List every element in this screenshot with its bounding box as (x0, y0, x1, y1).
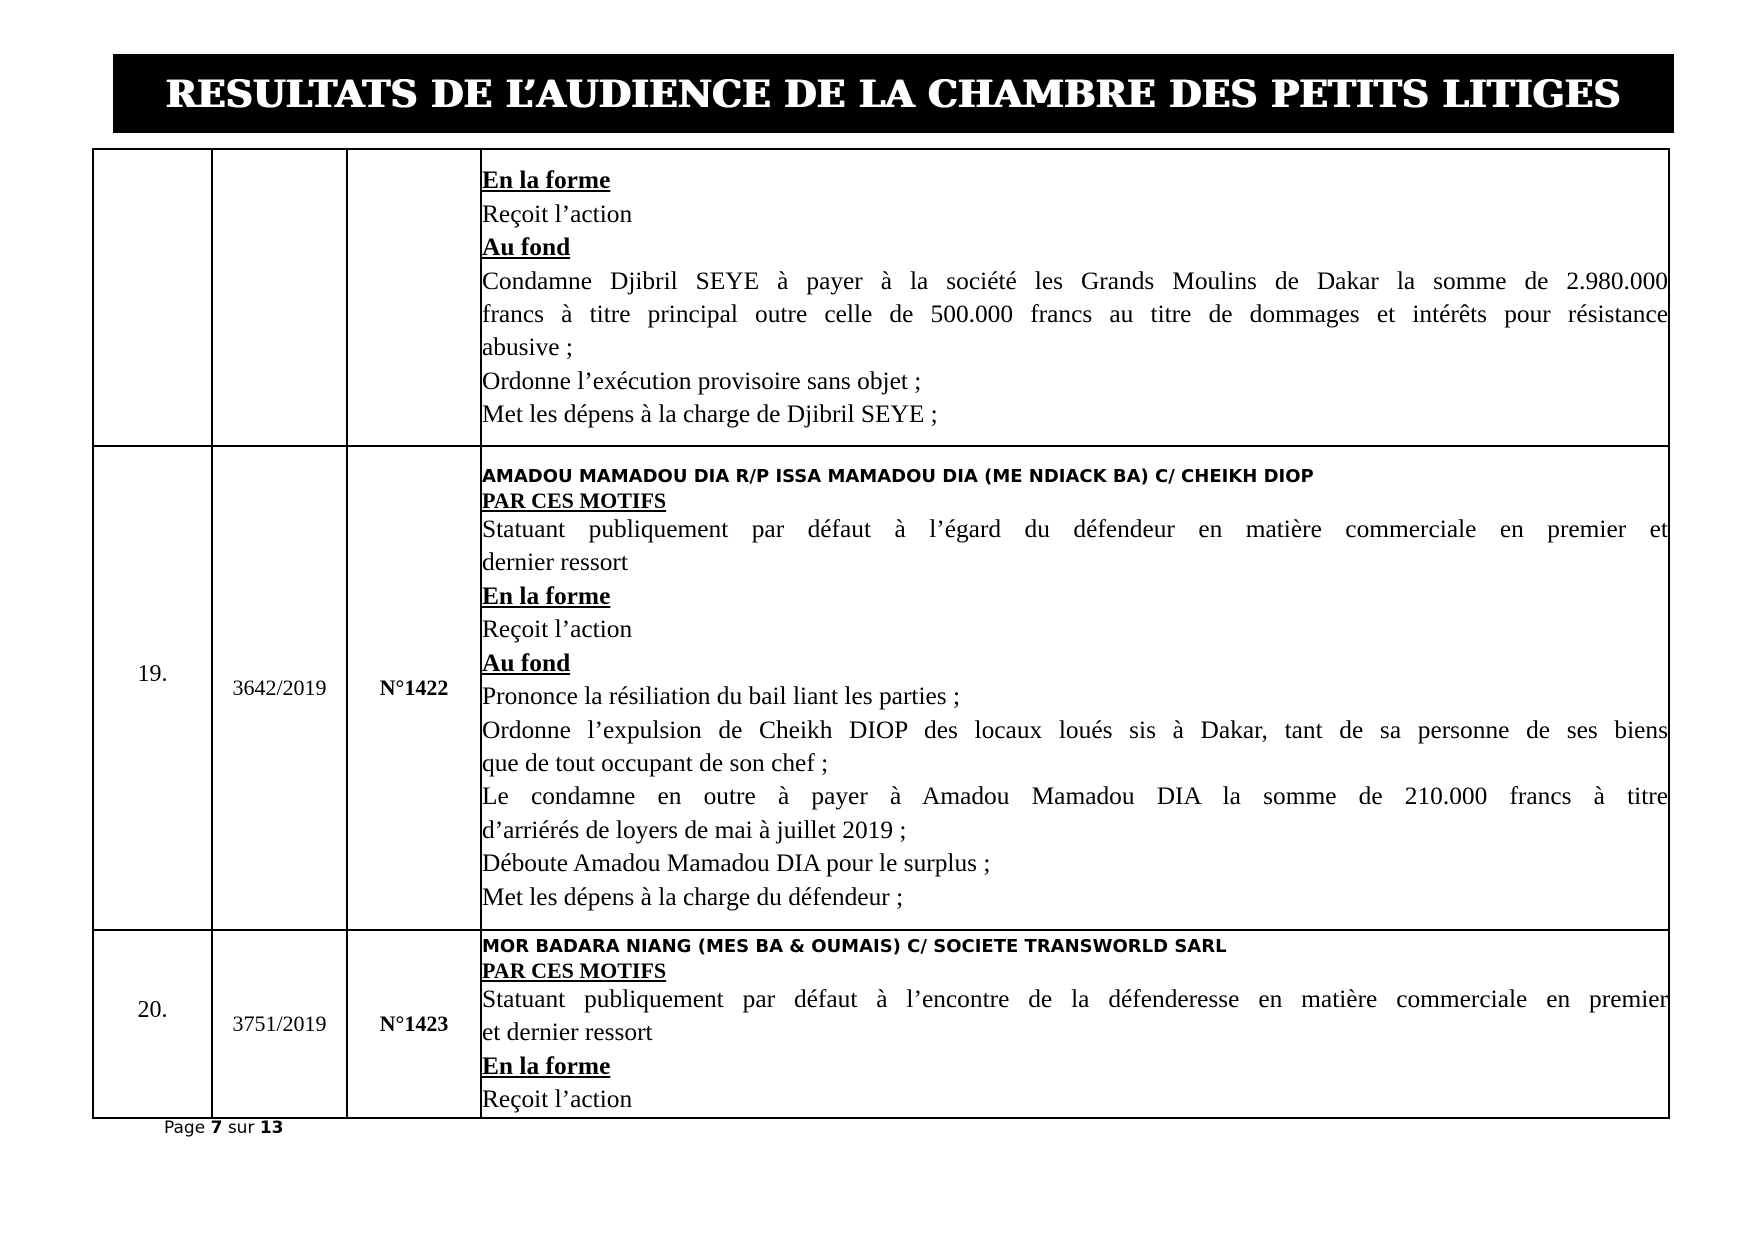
decision-line: Met les dépens à la charge de Djibril SEYE ; (482, 400, 938, 429)
decision-line: Reçoit l’action (482, 1084, 633, 1113)
page-total: 13 (259, 1118, 284, 1138)
judgment-number-cell (347, 930, 481, 1118)
section-heading: En la forme (482, 166, 611, 195)
case-number-cell (93, 446, 212, 930)
case-number-cell (93, 930, 212, 1118)
judgment-number: N°1422 (379, 675, 449, 700)
decision-line: et dernier ressort (482, 1018, 653, 1047)
section-heading: En la forme (482, 581, 611, 610)
decision-line: Déboute Amadou Mamadou DIA pour le surplus ; (482, 849, 991, 878)
decision-line: Met les dépens à la charge du défendeur ; (482, 882, 904, 911)
rg-number-cell (212, 930, 347, 1118)
section-heading: Au fond (482, 233, 571, 262)
decision-cell (481, 446, 1669, 930)
page-sep: sur (227, 1118, 255, 1138)
page-footer (164, 1118, 284, 1138)
decision-cell (481, 930, 1669, 1118)
decision-line: francs à titre principal outre celle de 500.000 francs au titre de dommages et intérêts pour résistance (482, 300, 1668, 328)
decision-line: Statuant publiquement par défaut à l’encontre de la défenderesse en matière commerciale en premier (482, 984, 1668, 1013)
judgment-number: N°1423 (379, 1011, 449, 1036)
decision-line: Prononce la résiliation du bail liant les parties ; (482, 682, 961, 711)
results-table (92, 148, 1670, 1119)
page-current: 7 (210, 1118, 223, 1138)
page-title: RESULTATS DE L’AUDIENCE DE LA CHAMBRE DES PETITS LITIGES (166, 71, 1621, 116)
judgment-number-cell (347, 446, 481, 930)
case-number-cell (93, 149, 212, 446)
table-row (93, 149, 1669, 446)
page-label: Page (164, 1118, 206, 1138)
judgment-number-cell (347, 149, 481, 446)
case-number: 19. (137, 660, 168, 687)
section-heading: Au fond (482, 648, 571, 677)
decision-line: que de tout occupant de son chef ; (482, 748, 829, 777)
decision-line: Reçoit l’action (482, 199, 633, 228)
motifs-heading: PAR CES MOTIFS (482, 488, 667, 514)
section-heading: En la forme (482, 1051, 611, 1080)
rg-number-cell (212, 446, 347, 930)
rg-number: 3751/2019 (232, 1011, 327, 1036)
decision-line: Reçoit l’action (482, 615, 633, 644)
decision-line: Ordonne l’exécution provisoire sans objet ; (482, 366, 922, 395)
decision-line: d’arriérés de loyers de mai à juillet 2019 ; (482, 815, 907, 844)
case-number: 20. (137, 996, 168, 1023)
motifs-heading: PAR CES MOTIFS (482, 957, 667, 983)
title-banner (113, 54, 1674, 133)
rg-number-cell (212, 149, 347, 446)
decision-cell (481, 149, 1669, 446)
decision-line: abusive ; (482, 333, 573, 362)
case-parties: AMADOU MAMADOU DIA R/P ISSA MAMADOU DIA (ME NDIACK BA) C/ CHEIKH DIOP (482, 466, 1314, 488)
rg-number: 3642/2019 (232, 675, 327, 700)
table-row (93, 446, 1669, 930)
decision-line: dernier ressort (482, 548, 628, 577)
decision-line: Condamne Djibril SEYE à payer à la société les Grands Moulins de Dakar la somme de 2.980.000 (482, 266, 1668, 295)
decision-line: Ordonne l’expulsion de Cheikh DIOP des locaux loués sis à Dakar, tant de sa personne de ses biens (482, 715, 1668, 744)
case-parties: MOR BADARA NIANG (MES BA & OUMAIS) C/ SOCIETE TRANSWORLD SARL (482, 935, 1227, 957)
decision-line: Statuant publiquement par défaut à l’égard du défendeur en matière commerciale en premier et (482, 515, 1668, 544)
table-row (93, 930, 1669, 1118)
decision-line: Le condamne en outre à payer à Amadou Mamadou DIA la somme de 210.000 francs à titre (482, 782, 1668, 811)
